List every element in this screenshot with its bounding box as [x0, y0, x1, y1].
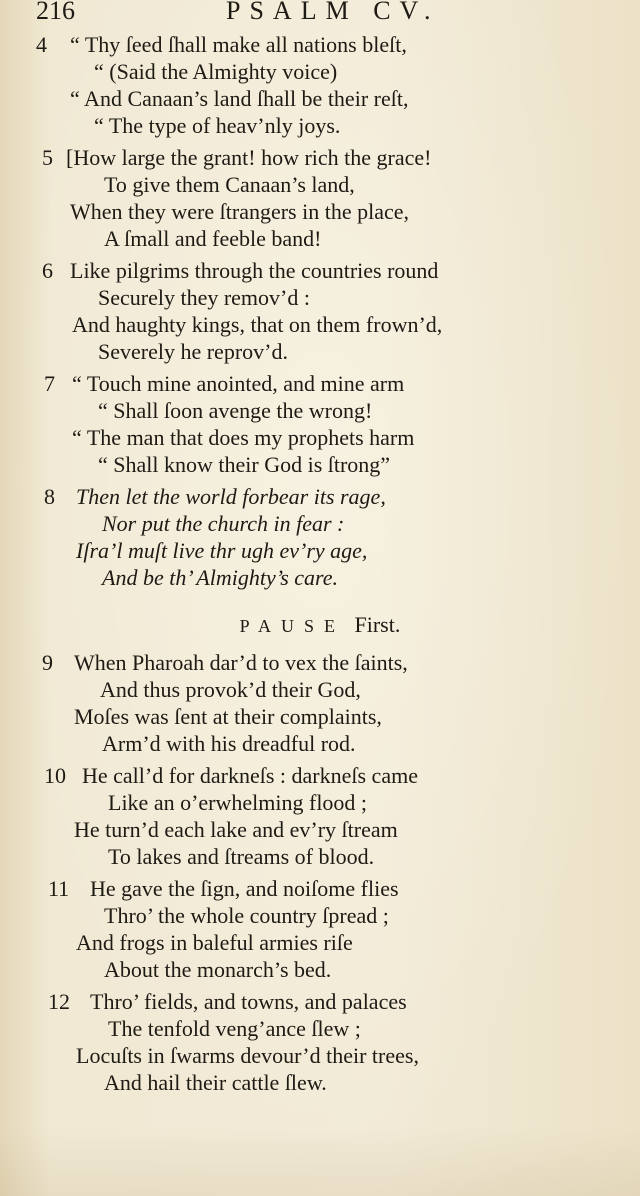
verse-number: 9 [42, 650, 53, 675]
verse-number: 6 [42, 258, 53, 283]
verse-text: He call’d for darkneſs : darkneſs came [82, 763, 418, 788]
verse-number: 4 [36, 32, 47, 57]
verse-text: Thro’ fields, and towns, and palaces [90, 989, 407, 1014]
verse-text: About the monarch’s bed. [104, 957, 332, 982]
verse-text: [How large the grant! how rich the grace! [66, 145, 432, 170]
verse-text: Iſra’l muſt live thr ugh ev’ry age, [76, 538, 368, 563]
verse-number: 5 [42, 145, 53, 170]
verse-text: A ſmall and feeble band! [104, 226, 322, 251]
verse-text: Like pilgrims through the countries round [70, 258, 439, 283]
verse-text: The tenfold veng’ance ſlew ; [108, 1016, 361, 1041]
verse-text: Arm’d with his dreadful rod. [102, 731, 356, 756]
verse-text: And hail their cattle ſlew. [104, 1070, 327, 1095]
verse-text: “ Touch mine anointed, and mine arm [72, 371, 405, 396]
verse-text: When Pharoah dar’d to vex the ſaints, [74, 650, 408, 675]
page-title: PSALM CV. [226, 0, 440, 25]
verse-number: 8 [44, 484, 55, 509]
pause-first: First. [354, 612, 401, 637]
verse-number: 7 [44, 371, 55, 396]
verse-text: When they were ſtrangers in the place, [70, 199, 410, 224]
verse-text: And be th’ Almighty’s care. [102, 565, 339, 590]
verse-text: Like an o’erwhelming flood ; [108, 790, 368, 815]
verse-number: 11 [48, 876, 70, 901]
verse-text: Thro’ the whole country ſpread ; [104, 903, 389, 928]
verse-text: “ Shall ſoon avenge the wrong! [98, 398, 373, 423]
verse-text: He turn’d each lake and ev’ry ſtream [74, 817, 398, 842]
verse-text: Severely he reprov’d. [98, 339, 288, 364]
verse-text: “ The type of heav’nly joys. [94, 113, 341, 138]
verse-text: To lakes and ſtreams of blood. [108, 844, 375, 869]
verse-text: Locuſts in ſwarms devour’d their trees, [76, 1043, 419, 1068]
verse-text: And thus provok’d their God, [100, 677, 361, 702]
pause-heading [0, 612, 640, 639]
verse-text: Then let the world forbear its rage, [76, 484, 386, 509]
verse-text: Securely they remov’d : [98, 285, 310, 310]
running-head [0, 0, 640, 26]
verse-number: 10 [44, 763, 66, 788]
verse-number: 12 [48, 989, 70, 1014]
verse-text: “ (Said the Almighty voice) [94, 59, 338, 84]
page-number: 216 [36, 0, 75, 25]
pause-word: PAUSE [239, 616, 345, 636]
verse-text: “ Thy ſeed ſhall make all nations bleſt, [70, 32, 407, 57]
verse-text: “ And Canaan’s land ſhall be their reſt, [70, 86, 409, 111]
verse-text: And frogs in baleful armies riſe [76, 930, 353, 955]
verse-text: And haughty kings, that on them frown’d, [72, 312, 443, 337]
verse-text: “ Shall know their God is ſtrong” [98, 452, 391, 477]
verse-text: To give them Canaan’s land, [104, 172, 355, 197]
verse-text: Moſes was ſent at their complaints, [74, 704, 382, 729]
verse-text: “ The man that does my prophets harm [72, 425, 415, 450]
verse-text: He gave the ſign, and noiſome flies [90, 876, 399, 901]
verse-text: Nor put the church in fear : [102, 511, 345, 536]
